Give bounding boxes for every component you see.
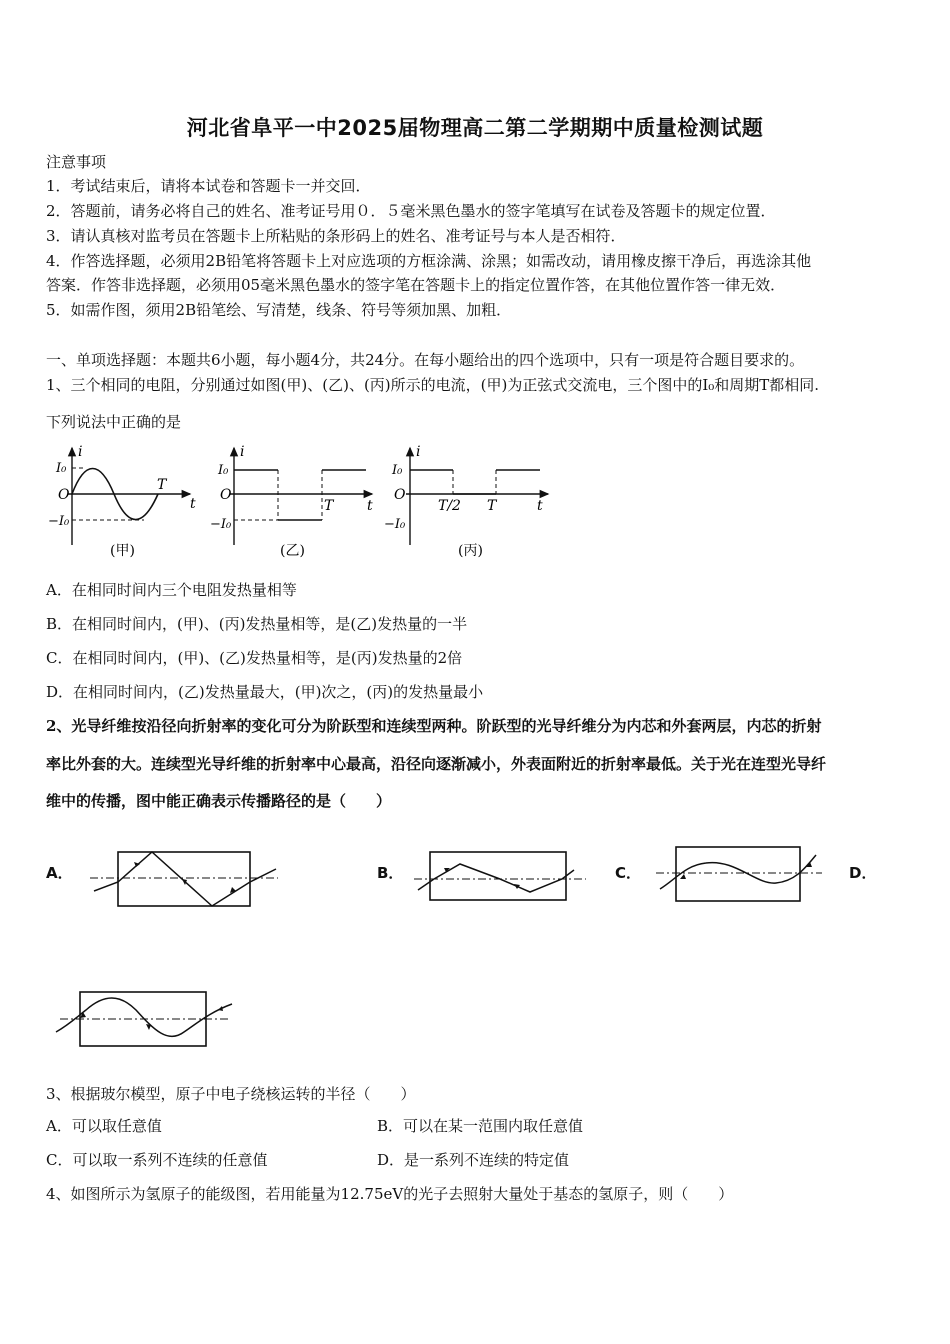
graph-yi [210, 444, 373, 559]
caption-bing: (丙) [458, 543, 483, 559]
label-T: T [324, 498, 334, 514]
q2-fiber-diagram-d[interactable] [50, 988, 240, 1050]
label-T-half: T/2 [438, 498, 461, 514]
q3-stem: 3、根据玻尔模型，原子中电子绕核运转的半径（ ） [46, 1085, 416, 1103]
axis-label-i: i [416, 444, 421, 460]
axis-label-i: i [78, 444, 83, 460]
q2-option-a-label[interactable]: A． [46, 864, 73, 882]
q2-stem-3: 维中的传播，图中能正确表示传播路径的是（ ） [46, 792, 392, 810]
label-neg-I0: −I₀ [384, 517, 406, 532]
q1-stem: 1、三个相同的电阻，分别通过如图(甲)、(乙)、(丙)所示的电流，(甲)为正弦式交流电，三个图中的I₀和周期T都相同. [46, 376, 820, 394]
q1-option-c[interactable]: C．在相同时间内，(甲)、(乙)发热量相等，是(丙)发热量的2倍 [46, 649, 463, 667]
label-origin: O [394, 487, 406, 503]
notice-item: 答案．作答非选择题，必须用05毫米黑色墨水的签字笔在答题卡上的指定位置作答，在其他位置作答一律无效． [46, 276, 786, 294]
label-origin: O [220, 487, 232, 503]
q1-option-b[interactable]: B．在相同时间内，(甲)、(丙)发热量相等，是(乙)发热量的一半 [46, 615, 468, 633]
q3-option-d[interactable]: D．是一系列不连续的特定值 [377, 1151, 570, 1169]
notice-item: 3．请认真核对监考员在答题卡上所粘贴的条形码上的姓名、准考证号与本人是否相符． [46, 227, 626, 245]
notice-item: 4．作答选择题，必须用2B铅笔将答题卡上对应选项的方框涂满、涂黑；如需改动，请用橡皮擦干净后，再选涂其他 [46, 252, 812, 270]
graph-bing [384, 444, 548, 559]
label-I0: I₀ [56, 461, 67, 476]
q2-fiber-diagram-c[interactable] [656, 845, 826, 903]
label-neg-I0: −I₀ [48, 514, 70, 529]
q1-current-graphs [40, 440, 560, 565]
label-I0: I₀ [392, 463, 403, 478]
q2-stem-2: 率比外套的大。连续型光导纤维的折射率中心最高，沿径向逐渐减小，外表面附近的折射率最低。关于光在连型光导纤 [46, 755, 827, 773]
q2-stem-1: 2、光导纤维按沿径向折射率的变化可分为阶跃型和连续型两种。阶跃型的光导纤维分为内芯和外套两层，内芯的折射 [46, 717, 822, 735]
q1-option-d[interactable]: D．在相同时间内，(乙)发热量最大，(甲)次之，(丙)的发热量最小 [46, 683, 484, 701]
q2-fiber-diagram-b[interactable] [410, 846, 590, 906]
label-T: T [487, 498, 497, 514]
q2-option-c-label[interactable]: C． [615, 864, 642, 882]
q3-option-c[interactable]: C．可以取一系列不连续的任意值 [46, 1151, 268, 1169]
caption-yi: (乙) [280, 543, 305, 559]
notice-item: 2．答题前，请务必将自己的姓名、准考证号用０．５毫米黑色墨水的签字笔填写在试卷及答题卡的规定位置． [46, 202, 776, 220]
label-T: T [157, 477, 167, 493]
q2-option-d-label[interactable]: D． [849, 864, 877, 882]
axis-label-t: t [537, 498, 543, 514]
q1-stem-2: 下列说法中正确的是 [46, 413, 182, 431]
label-neg-I0: −I₀ [210, 517, 232, 532]
q2-fiber-diagram-a[interactable] [90, 845, 280, 915]
notice-item: 5．如需作图，须用2B铅笔绘、写清楚，线条、符号等须加黑、加粗． [46, 301, 512, 319]
notice-heading: 注意事项 [46, 153, 107, 171]
caption-jia: (甲) [110, 543, 135, 559]
section-heading: 一、单项选择题：本题共6小题，每小题4分，共24分。在每小题给出的四个选项中，只有一项是符合题目要求的。 [46, 351, 805, 369]
label-origin: O [58, 487, 70, 503]
axis-label-i: i [240, 444, 245, 460]
notice-item: 1．考试结束后，请将本试卷和答题卡一并交回． [46, 177, 371, 195]
axis-label-t: t [190, 496, 196, 512]
q1-option-a[interactable]: A．在相同时间内三个电阻发热量相等 [46, 581, 297, 599]
q3-option-a[interactable]: A．可以取任意值 [46, 1117, 162, 1135]
page-title: 河北省阜平一中2025届物理高二第二学期期中质量检测试题 [186, 116, 764, 140]
axis-label-t: t [367, 498, 373, 514]
label-I0: I₀ [218, 463, 229, 478]
q2-option-b-label[interactable]: B． [377, 864, 404, 882]
graph-jia [48, 444, 196, 559]
q4-stem: 4、如图所示为氢原子的能级图，若用能量为12.75eV的光子去照射大量处于基态的氢原子，则（ ） [46, 1185, 734, 1203]
q3-option-b[interactable]: B．可以在某一范围内取任意值 [377, 1117, 584, 1135]
